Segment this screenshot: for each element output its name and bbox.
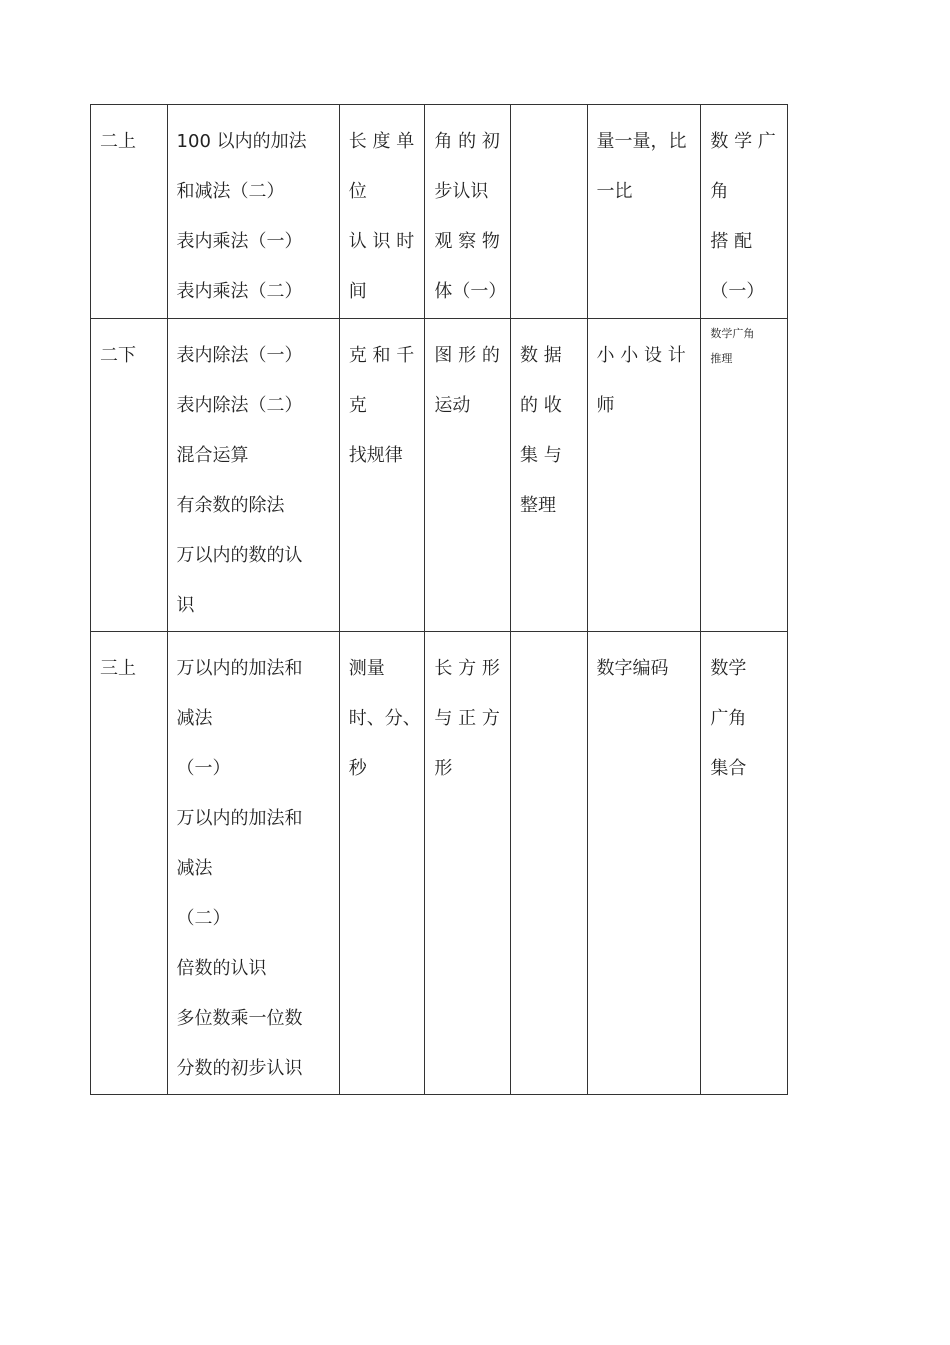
cell-line: 集合: [710, 758, 747, 779]
cell-line: 长 度 单: [348, 131, 415, 152]
cell-line: 集 与: [520, 445, 562, 466]
cell-line: 角 的 初: [434, 131, 500, 152]
numbers-cell: [167, 632, 339, 1095]
cell-line: 师: [596, 395, 615, 416]
cell-line: 数 学 广: [710, 131, 776, 152]
cell-line: 表内除法（一）: [176, 345, 303, 366]
table-row: [91, 319, 788, 632]
cell-line: 认 识 时: [348, 231, 415, 252]
cell-line: 表内除法（二）: [176, 395, 303, 416]
cell-line: 角: [710, 181, 729, 202]
cell-line: 运动: [434, 395, 471, 416]
cell-line: 识: [176, 595, 195, 616]
cell-line: 减法: [176, 858, 213, 879]
cell-line: 分数的初步认识: [176, 1058, 303, 1079]
curriculum-table: [90, 104, 788, 1095]
cell-line: 克: [348, 395, 367, 416]
statistics-cell: [511, 632, 588, 1095]
measure-cell: [339, 319, 425, 632]
cell-line: 时、分、: [348, 708, 421, 729]
cell-line: 量一量，比: [596, 131, 687, 152]
cell-line: 体（一）: [434, 281, 507, 302]
cell-line: 100 以内的加法: [176, 131, 307, 152]
grade-cell: 二下: [91, 319, 168, 632]
cell-line: 多位数乘一位数: [176, 1008, 303, 1029]
cell-line: 图 形 的: [434, 345, 500, 366]
grade-cell: 二上: [91, 105, 168, 319]
cell-line: 找规律: [348, 445, 403, 466]
table-row: [91, 632, 788, 1095]
cell-line: 与 正 方: [434, 708, 500, 729]
cell-line: 数学广角: [710, 327, 755, 340]
geometry-cell: [425, 632, 511, 1095]
cell-line: 小 小 设 计: [596, 345, 686, 366]
cell-line: 表内乘法（一）: [176, 231, 303, 252]
practice-cell: [587, 632, 701, 1095]
cell-line: 形: [434, 758, 453, 779]
cell-line: 的 收: [520, 395, 562, 416]
cell-line: 表内乘法（二）: [176, 281, 303, 302]
cell-line: 一比: [596, 181, 633, 202]
cell-line: 测量: [348, 658, 385, 679]
cell-line: 长 方 形: [434, 658, 500, 679]
cell-line: 万以内的加法和: [176, 808, 303, 829]
cell-line: 整理: [520, 495, 556, 516]
geometry-cell: [425, 319, 511, 632]
cell-line: 观 察 物: [434, 231, 500, 252]
cell-line: 推理: [710, 352, 733, 365]
cell-line: 和减法（二）: [176, 181, 285, 202]
practice-cell: [587, 105, 701, 319]
cell-line: 间: [348, 281, 367, 302]
guangjiao-cell: [701, 319, 788, 632]
cell-line: 混合运算: [176, 445, 249, 466]
cell-line: 搭 配: [710, 231, 753, 252]
cell-line: （一）: [176, 758, 231, 779]
guangjiao-cell: [701, 105, 788, 319]
cell-line: 数字编码: [596, 658, 669, 679]
measure-cell: [339, 105, 425, 319]
cell-line: 位: [348, 181, 367, 202]
cell-line: 万以内的加法和: [176, 658, 303, 679]
cell-line: 秒: [348, 758, 367, 779]
practice-cell: [587, 319, 701, 632]
table-row: [91, 105, 788, 319]
statistics-cell: [511, 105, 588, 319]
cell-line: （二）: [176, 908, 231, 929]
guangjiao-cell: [701, 632, 788, 1095]
cell-line: 万以内的数的认: [176, 545, 303, 566]
cell-line: 克 和 千: [348, 345, 415, 366]
cell-line: 数学: [710, 658, 747, 679]
cell-line: 有余数的除法: [176, 495, 285, 516]
statistics-cell: [511, 319, 588, 632]
numbers-cell: [167, 319, 339, 632]
cell-line: 倍数的认识: [176, 958, 267, 979]
cell-line: 步认识: [434, 181, 489, 202]
cell-line: 广角: [710, 708, 747, 729]
cell-line: 减法: [176, 708, 213, 729]
numbers-cell: [167, 105, 339, 319]
cell-line: 数 据: [520, 345, 562, 366]
cell-line: （一）: [710, 281, 765, 302]
geometry-cell: [425, 105, 511, 319]
measure-cell: [339, 632, 425, 1095]
grade-cell: 三上: [91, 632, 168, 1095]
